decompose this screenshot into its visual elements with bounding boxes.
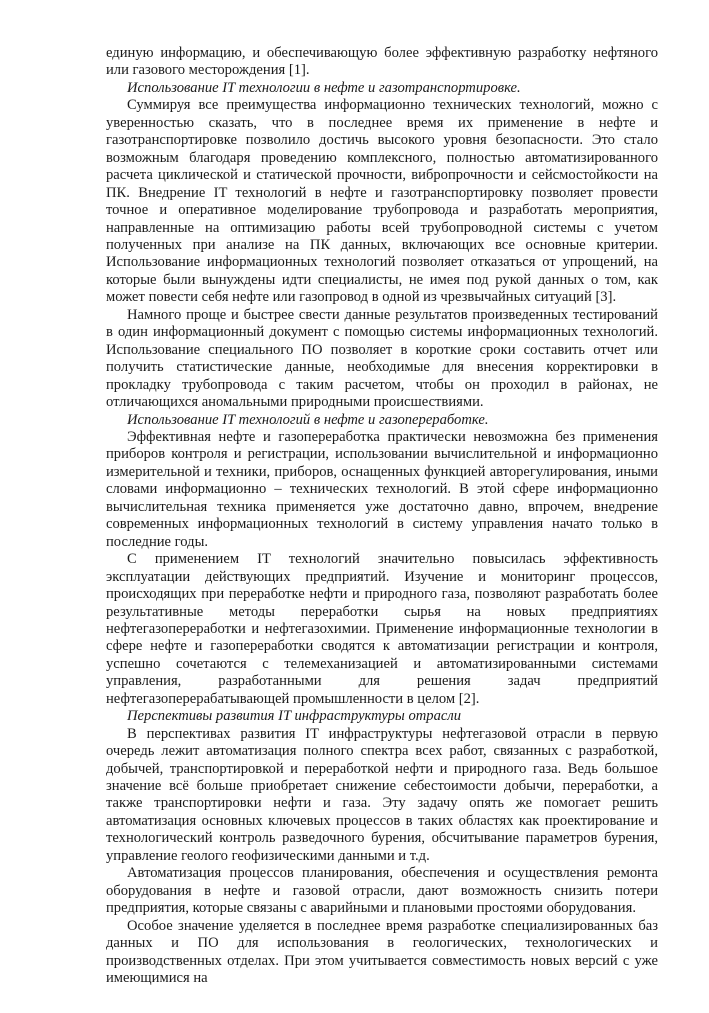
paragraph-transport-reports: Намного проще и быстрее свести данные результатов произведенных тестирований в один информационный документ с помощью системы информационных технологий. Использование специального ПО позволяет в короткие сроки составить отчет или получить статистические данные, необходимые для внесения корректировки в прокладку трубопровода с таким расчетом, чтобы он проходил в районах, не отличающихся аномальными природными происшествиями. <box>106 306 658 411</box>
paragraph-prospects-databases: Особое значение уделяется в последнее время разработке специализированных баз данных и ПО для использования в геологических, технологических и производственных отделах. При этом учитывается совместимость новых версий с уже имеющимися на <box>106 917 658 987</box>
section-heading-prospects: Перспективы развития IT инфраструктуры отрасли <box>127 708 462 725</box>
paragraph-transport-safety: Суммируя все преимущества информационно технических технологий, можно с уверенностью сказать, что в последнее время их применение в нефте и газотранспортировке позволило достичь высокого уровня безопасности. Это стало возможным благодаря проведению комплексного, полностью автоматизированного расчета циклической и статической прочности, вибропрочности и сейсмостойкости на ПК. Внедрение IT технологий в нефте и газотранспортировку позволяет провести точное и оперативное моделирование трубопровода и разработать мероприятия, направленные на оптимизацию работы всей трубопроводной системы с учетом полученных при анализе на ПК данных, включающих все основные критерии. Использование информационных технологий позволяет отказаться от упрощений, на которые были вынуждены идти специалисты, не имея под рукой данных о том, как может повести себя нефте или газопровод в одной из чрезвычайных ситуаций [3]. <box>106 97 658 306</box>
paragraph-processing-efficiency: С применением IT технологий значительно повысилась эффективность эксплуатации действующих предприятий. Изучение и мониторинг процессов, происходящих при переработке нефти и природного газа, позволяют разработать более результативные методы переработки сырья на новых предприятиях нефтегазопереработки и нефтегазохимии. Применение информационные технологии в сфере нефте и газопереработки сводятся к автоматизации регистрации и контроля, успешно сочетаются с телемеханизацией и автоматизированными системами управления, разработанными для решения задач предприятий нефтегазоперерабатывающей промышленности в целом [2]. <box>106 551 658 707</box>
paragraph-intro-continuation: единую информацию, и обеспечивающую более эффективную разработку нефтяного или газового месторождения [1]. <box>106 45 658 79</box>
document-page <box>106 45 658 987</box>
paragraph-prospects-repair: Автоматизация процессов планирования, обеспечения и осуществления ремонта оборудования в нефте и газовой отрасли, дают возможность снизить потери предприятия, которые связаны с аварийными и плановыми простоями оборудования. <box>106 865 658 917</box>
paragraph-prospects-automation: В перспективах развития IT инфраструктуры нефтегазовой отрасли в первую очередь лежит автоматизация полного спектра всех работ, связанных с разработкой, добычей, транспортировкой и переработкой нефти и природного газа. Ведь большое значение всё больше приобретает снижение себестоимости добычи, переработки, а также транспортировки нефти и газа. Эту задачу опять же помогает решить автоматизация основных ключевых процессов в таких областях как проектирование и технологический контроль разведочного бурения, обсчитывание параметров бурения, управление геолого геофизическими данными и т.д. <box>106 725 658 864</box>
section-heading-transport: Использование IT технологии в нефте и газотранспортировке. <box>127 79 521 96</box>
paragraph-processing-instruments: Эффективная нефте и газопереработка практически невозможна без применения приборов контроля и регистрации, использовании вычислительной и информационно измерительной и техники, приборов, оснащенных функцией авторегулирования, иными словами информационно – технических технологий. В этой сфере информационно вычислительная техника применяется уже достаточно давно, впрочем, внедрение современных информационных технологий в систему управления начато только в последние годы. <box>106 428 658 550</box>
section-heading-processing: Использование IT технологий в нефте и газопереработке. <box>127 411 489 428</box>
